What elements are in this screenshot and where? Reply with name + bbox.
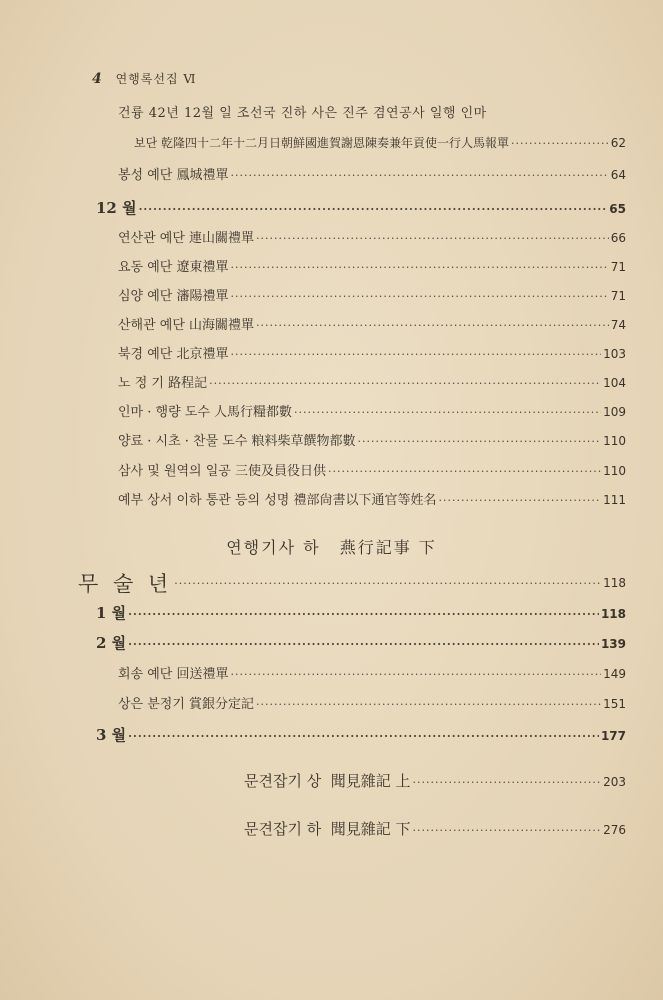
toc-entry-title: 회송 예단 回送禮單 xyxy=(118,667,229,682)
toc-entry-page: 203 xyxy=(603,775,626,789)
toc-entry-page: 149 xyxy=(603,667,626,681)
toc-entry-page: 118 xyxy=(600,607,626,621)
toc-entry xyxy=(244,818,626,839)
toc-entry-page: 103 xyxy=(603,347,626,361)
toc-entry xyxy=(118,489,626,508)
leader-dots xyxy=(231,290,609,303)
toc-entry xyxy=(96,724,626,745)
toc-entry xyxy=(118,227,626,246)
toc-entry-title: 무 술 년 xyxy=(78,572,173,596)
toc-entry-title: 연산관 예단 連山關禮單 xyxy=(118,231,255,246)
leader-dots xyxy=(413,776,602,789)
toc-entry xyxy=(96,197,626,218)
toc-entry-title: 삼사 및 원역의 일공 三使及員役日供 xyxy=(118,464,326,479)
toc-entry-page: 109 xyxy=(603,405,626,419)
section-title-hanja: 燕行記事 下 xyxy=(339,538,437,557)
toc-entry-title: 12 월 xyxy=(96,199,137,217)
leader-dots xyxy=(511,137,609,150)
toc-entry xyxy=(118,401,626,420)
toc-entry xyxy=(118,663,626,682)
toc-entry xyxy=(118,372,626,391)
toc-entry-title: 2 월 xyxy=(96,634,127,652)
leader-dots xyxy=(294,406,601,419)
leader-dots xyxy=(358,435,602,448)
toc-entry xyxy=(96,602,626,623)
toc-entry xyxy=(96,632,626,653)
toc-entry xyxy=(118,256,626,275)
leader-dots xyxy=(328,465,601,478)
toc-entry-title: 양료 · 시초 · 찬물 도수 粮料柴草饌物都數 xyxy=(118,434,356,449)
toc-entry-page: 111 xyxy=(603,493,626,507)
toc-entry-page: 71 xyxy=(610,260,626,274)
toc-entry-page: 66 xyxy=(610,231,626,245)
leader-dots xyxy=(256,319,609,332)
section-title-korean: 연행기사 하 xyxy=(226,538,321,557)
toc-entry-title: 봉성 예단 鳳城禮單 xyxy=(118,168,229,183)
leader-dots xyxy=(139,203,608,216)
leader-dots xyxy=(231,261,609,274)
leader-dots xyxy=(256,698,601,711)
toc-entry xyxy=(118,164,626,183)
leader-dots xyxy=(231,668,602,681)
toc-entry-title: 산해관 예단 山海關禮單 xyxy=(118,318,255,333)
toc-entry-page: 110 xyxy=(603,464,626,478)
toc-entry-title: 상은 분정기 賞銀分定記 xyxy=(118,697,255,712)
running-title: 연행록선집 Ⅵ xyxy=(115,72,197,86)
leader-dots xyxy=(174,577,601,590)
leader-dots xyxy=(128,730,599,743)
toc-entry-title: 3 월 xyxy=(96,726,127,744)
toc-entry-page: 65 xyxy=(609,202,626,216)
toc-entry-title: 1 월 xyxy=(96,604,127,622)
toc-entry xyxy=(244,770,626,791)
toc-entry-page: 71 xyxy=(610,289,626,303)
toc-entry-title: 인마 · 행량 도수 人馬行糧都數 xyxy=(118,405,293,420)
toc-entry xyxy=(134,134,626,151)
toc-entry xyxy=(118,430,626,449)
toc-entry-page: 276 xyxy=(603,823,626,837)
leader-dots xyxy=(209,377,601,390)
toc-entry xyxy=(118,314,626,333)
toc-entry-title: 예부 상서 이하 통관 등의 성명 禮部尙書以下通官等姓名 xyxy=(118,493,437,508)
toc-entry-title: 문견잡기 하 聞見雜記 下 xyxy=(244,820,411,838)
section-title xyxy=(0,535,663,558)
leader-dots xyxy=(231,348,602,361)
toc-entry-page: 104 xyxy=(603,376,626,390)
leader-dots xyxy=(231,169,609,182)
toc-entry-title: 문견잡기 상 聞見雜記 上 xyxy=(244,772,411,790)
toc-entry-page: 118 xyxy=(603,576,626,590)
toc-entry-page: 177 xyxy=(600,729,626,743)
leader-dots xyxy=(128,608,599,621)
toc-entry-title: 노 정 기 路程記 xyxy=(118,376,208,391)
toc-entry xyxy=(118,285,626,304)
page-header xyxy=(92,70,196,87)
toc-entry-page: 74 xyxy=(610,318,626,332)
toc-entry-title: 보단 乾隆四十二年十二月日朝鮮國進賀謝恩陳奏兼年貢使一行人馬報單 xyxy=(134,136,510,150)
leader-dots xyxy=(439,494,602,507)
leader-dots xyxy=(128,638,599,651)
toc-entry xyxy=(118,693,626,712)
toc-entry-line: 건륭 42년 12월 일 조선국 진하 사은 진주 겸연공사 일행 인마 xyxy=(118,106,487,121)
leader-dots xyxy=(256,232,609,245)
toc-entry xyxy=(78,568,626,598)
toc-entry-page: 110 xyxy=(603,434,626,448)
toc-entry-title: 북경 예단 北京禮單 xyxy=(118,347,229,362)
toc-entry-title: 요동 예단 遼東禮單 xyxy=(118,260,229,275)
leader-dots xyxy=(413,824,602,837)
toc-entry xyxy=(118,343,626,362)
toc-entry-page: 64 xyxy=(610,168,626,182)
toc-entry-page: 151 xyxy=(603,697,626,711)
toc-entry-title: 심양 예단 瀋陽禮單 xyxy=(118,289,229,304)
page-number: 4 xyxy=(92,71,103,87)
toc-entry-page: 62 xyxy=(610,136,626,150)
toc-entry-page: 139 xyxy=(600,637,626,651)
toc-entry xyxy=(118,460,626,479)
